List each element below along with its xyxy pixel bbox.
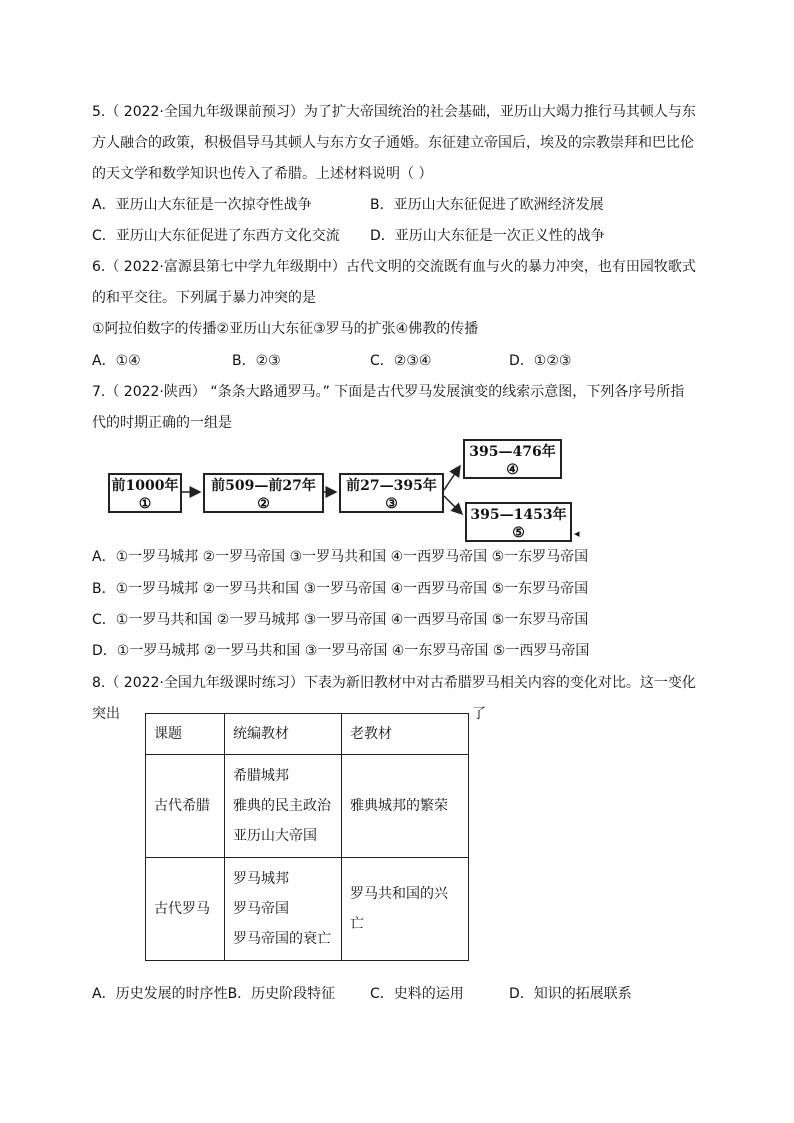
arrow-3-5	[444, 496, 462, 514]
q6-option-c[interactable]: C．②③④	[370, 353, 432, 369]
timeline-box-1	[108, 473, 182, 513]
q5-option-d[interactable]: D．亚历山大东征是一次正义性的战争	[370, 228, 605, 244]
timeline-box-2-time: 前509—前27年	[211, 478, 316, 494]
timeline-box-5-time: 395—1453年	[470, 507, 567, 523]
timeline-box-2	[203, 473, 324, 513]
q7-stem-line1: 7.（ 2022·陕西） “条条大路通罗马。” 下面是古代罗马发展演变的线索示意图，下列各序号所指	[92, 384, 685, 400]
q7-option-d[interactable]: D．①一罗马城邦 ②一罗马共和国 ③一罗马帝国 ④一东罗马帝国 ⑤一西罗马帝国	[92, 643, 590, 659]
timeline-box-4-num: ④	[506, 462, 519, 478]
timeline-box-3	[339, 473, 444, 513]
table-cell-old: 雅典城邦的繁荣	[342, 755, 469, 858]
paragraph-mark-icon: ◂	[574, 527, 580, 540]
q5-stem-line2: 方人融合的政策，积极倡导马其顿人与东方女子通婚。东征建立帝国后，埃及的宗教崇拜和巴比伦	[92, 135, 694, 151]
timeline-box-4	[463, 439, 562, 479]
timeline-box-2-num: ②	[257, 496, 270, 512]
arrow-3-4	[444, 466, 460, 490]
q5-option-b[interactable]: B．亚历山大东征促进了欧洲经济发展	[370, 197, 604, 213]
table-cell-topic: 古代希腊	[146, 755, 225, 858]
q5-stem-line3: 的天文学和数学知识也传入了希腊。上述材料说明（ ）	[92, 166, 433, 182]
table-cell-line: 罗马城邦	[233, 871, 289, 887]
table-header-new: 统编教材	[225, 714, 342, 755]
table-header-old: 老教材	[342, 714, 469, 755]
q7-option-a[interactable]: A．①一罗马城邦 ②一罗马帝国 ③一罗马共和国 ④一西罗马帝国 ⑤一东罗马帝国	[92, 549, 589, 565]
q6-option-a[interactable]: A．①④	[92, 353, 141, 369]
q8-option-d[interactable]: D．知识的拓展联系	[509, 986, 632, 1002]
timeline-box-3-time: 前27—395年	[346, 478, 437, 494]
q8-stem-line2-end: 了	[472, 706, 486, 722]
table-cell-old: 罗马共和国的兴亡	[342, 858, 469, 961]
table-cell-new	[225, 755, 342, 858]
table-cell-topic: 古代罗马	[146, 858, 225, 961]
q7-option-b[interactable]: B．①一罗马城邦 ②一罗马共和国 ③一罗马帝国 ④一西罗马帝国 ⑤一东罗马帝国	[92, 581, 589, 597]
q7-stem-line2: 代的时期正确的一组是	[92, 415, 232, 431]
table-row	[146, 858, 469, 961]
table-cell-line: 罗马帝国的衰亡	[233, 931, 331, 947]
timeline-box-1-num: ①	[138, 496, 152, 512]
q5-option-c[interactable]: C．亚历山大东征促进了东西方文化交流	[92, 228, 340, 244]
q8-option-c[interactable]: C．史料的运用	[370, 986, 464, 1002]
q8-option-ab[interactable]: A．历史发展的时序性B．历史阶段特征	[92, 986, 336, 1002]
table-cell-line: 亚历山大帝国	[233, 828, 317, 844]
q6-option-d[interactable]: D．①②③	[509, 353, 572, 369]
table-cell-line: 罗马帝国	[233, 901, 289, 917]
table-cell-line: 雅典的民主政治	[233, 798, 331, 814]
table-header-row	[146, 714, 469, 755]
q6-stem-line1: 6.（ 2022·富源县第七中学九年级期中）古代文明的交流既有血与火的暴力冲突，也有田园牧歌式	[92, 259, 696, 275]
comparison-table	[145, 713, 469, 961]
table-header-topic: 课题	[146, 714, 225, 755]
q5-stem-line1: 5.（ 2022·全国九年级课前预习）为了扩大帝国统治的社会基础，亚历山大竭力推行马其顿人与东	[92, 104, 696, 120]
q6-stem-line2: 的和平交往。下列属于暴力冲突的是	[92, 290, 316, 306]
q8-stem-line2-start: 突出	[92, 706, 120, 722]
table-row	[146, 755, 469, 858]
q6-stem-line3: ①阿拉伯数字的传播②亚历山大东征③罗马的扩张④佛教的传播	[92, 321, 479, 337]
timeline-box-3-num: ③	[385, 496, 398, 512]
timeline-box-5	[465, 502, 572, 542]
timeline-box-4-time: 395—476年	[469, 444, 556, 460]
table-cell-new	[225, 858, 342, 961]
timeline-box-5-num: ⑤	[512, 525, 525, 541]
q6-option-b[interactable]: B．②③	[232, 353, 281, 369]
table-cell-line: 希腊城邦	[233, 768, 289, 784]
q7-option-c[interactable]: C．①一罗马共和国 ②一罗马城邦 ③一罗马帝国 ④一西罗马帝国 ⑤一东罗马帝国	[92, 612, 589, 628]
q8-stem-line1: 8.（ 2022·全国九年级课时练习）下表为新旧教材中对古希腊罗马相关内容的变化对比。这一变化	[92, 675, 696, 691]
timeline-box-1-time: 前1000年	[111, 478, 179, 494]
q5-option-a[interactable]: A．亚历山大东征是一次掠夺性战争	[92, 197, 312, 213]
